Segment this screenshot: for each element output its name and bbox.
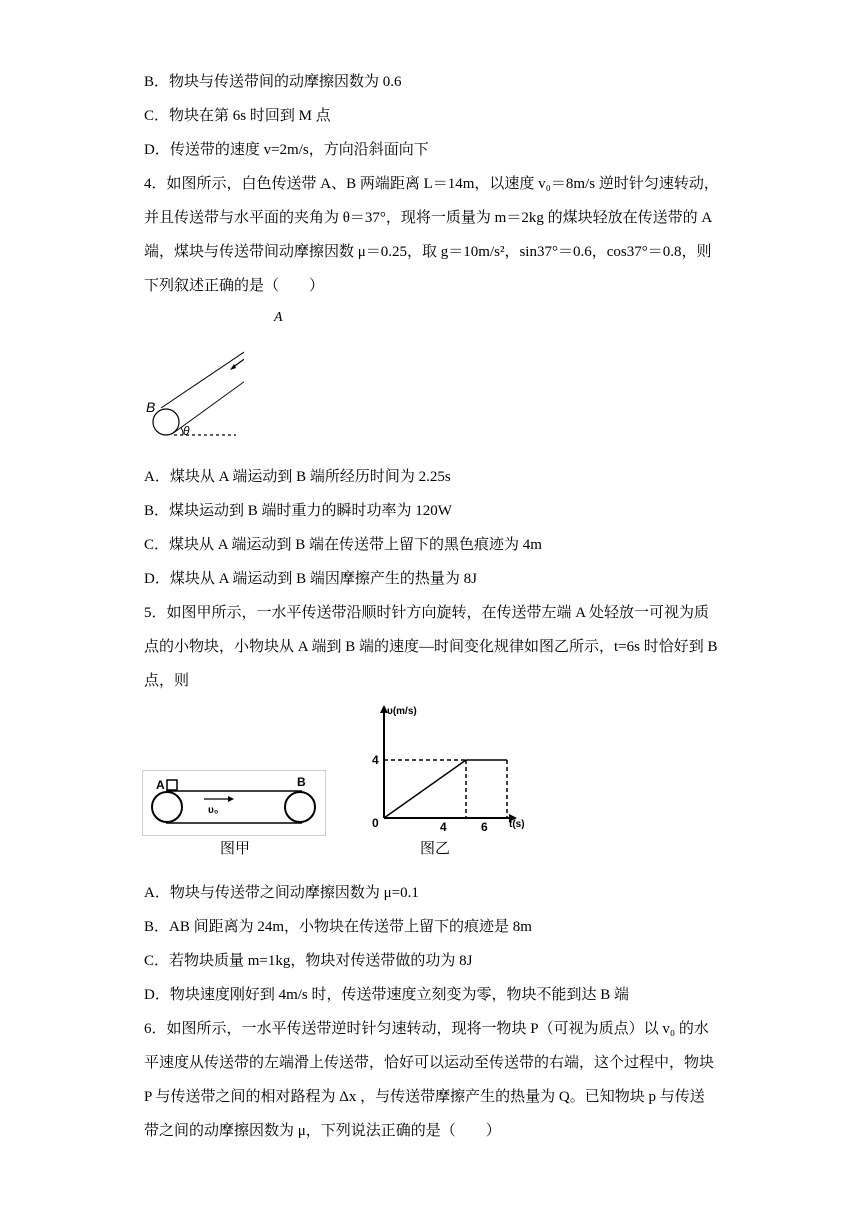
q5-option-c: C．若物块质量 m=1kg，物块对传送带做的功为 8J <box>144 953 473 969</box>
pulley-b <box>153 409 179 435</box>
accelerating-segment <box>384 760 466 818</box>
q5-option-b: B．AB 间距离为 24m，小物块在传送带上留下的痕迹是 8m <box>144 919 532 935</box>
q3-option-c: C．物块在第 6s 时回到 M 点 <box>144 108 331 124</box>
q4-incline-conveyor-figure <box>144 310 244 445</box>
q3-option-b: B．物块与传送带间的动摩擦因数为 0.6 <box>144 74 402 90</box>
label-a: A <box>274 310 283 325</box>
pulley-right <box>285 792 315 822</box>
q6-stem-line-3: P 与传送带之间的相对路程为 Δx ，与传送带摩擦产生的热量为 Q。已知物块 p 与传送 <box>144 1089 705 1105</box>
q5-option-a: A．物块与传送带之间动摩擦因数为 μ=0.1 <box>144 885 419 901</box>
q4-option-b: B．煤块运动到 B 端时重力的瞬时功率为 120W <box>144 503 452 519</box>
q5-stem-line-3: 点，则 <box>144 673 190 689</box>
label-b: B <box>297 775 306 789</box>
x-tick-label-6: 6 <box>481 820 488 834</box>
x-tick-label-4: 4 <box>440 820 447 834</box>
velocity-arrowhead <box>228 796 234 802</box>
label-v0: υ₀ <box>208 805 219 816</box>
label-a: A <box>156 778 165 792</box>
label-b: B <box>146 399 156 415</box>
q5-stem-line-1: 5．如图甲所示，一水平传送带沿顺时针方向旋转，在传送带左端 A 处轻放一可视为质 <box>144 605 710 621</box>
y-tick-label-4: 4 <box>372 753 379 767</box>
q4-option-a: A．煤块从 A 端运动到 B 端所经历时间为 2.25s <box>144 469 451 485</box>
q6-stem-line-1: 6．如图所示，一水平传送带逆时针匀速转动，现将一物块 P（可视为质点）以 v₀ 的水 <box>144 1021 709 1037</box>
q4-stem-line-3: 端，煤块与传送带间动摩擦因数 μ＝0.25，取 g＝10m/s²，sin37°＝0.6，cos37°＝0.8，则 <box>144 244 712 260</box>
q6-stem-line-4: 带之间的动摩擦因数为 μ，下列说法正确的是（ ） <box>144 1123 501 1139</box>
small-block <box>167 780 177 790</box>
q4-option-d: D．煤块从 A 端运动到 B 端因摩擦产生的热量为 8J <box>144 571 477 587</box>
q4-stem-line-2: 并且传送带与水平面的夹角为 θ＝37°，现将一质量为 m＝2kg 的煤块轻放在传送带的 A <box>144 210 713 226</box>
q4-stem-line-1: 4．如图所示，白色传送带 A、B 两端距离 L＝14m，以速度 v₀＝8m/s 逆时针匀速转动， <box>144 176 719 192</box>
caption-jia: 图甲 <box>220 839 251 857</box>
direction-arrowhead <box>230 364 236 370</box>
q5-velocity-time-graph <box>368 700 528 835</box>
belt-top-edge <box>161 340 244 408</box>
label-theta: θ <box>183 424 190 438</box>
q4-stem-line-4: 下列叙述正确的是（ ） <box>144 278 325 294</box>
q3-option-d: D．传送带的速度 v=2m/s，方向沿斜面向下 <box>144 142 429 158</box>
x-axis-label: t(s) <box>509 819 525 830</box>
caption-yi: 图乙 <box>420 839 451 857</box>
q6-stem-line-2: 平速度从传送带的左端滑上传送带，恰好可以运动至传送带的右端，这个过程中，物块 <box>144 1055 715 1071</box>
y-axis-label: υ(m/s) <box>387 706 417 717</box>
q4-option-c: C．煤块从 A 端运动到 B 端在传送带上留下的黑色痕迹为 4m <box>144 537 542 553</box>
q5-horizontal-conveyor-figure <box>142 770 326 836</box>
q5-option-d: D．物块速度刚好到 4m/s 时，传送带速度立刻变为零，物块不能到达 B 端 <box>144 987 630 1003</box>
pulley-left <box>152 792 182 822</box>
q5-stem-line-2: 点的小物块，小物块从 A 端到 B 端的速度—时间变化规律如图乙所示，t=6s 时恰好到 B <box>144 639 718 655</box>
origin-label: 0 <box>372 816 379 830</box>
